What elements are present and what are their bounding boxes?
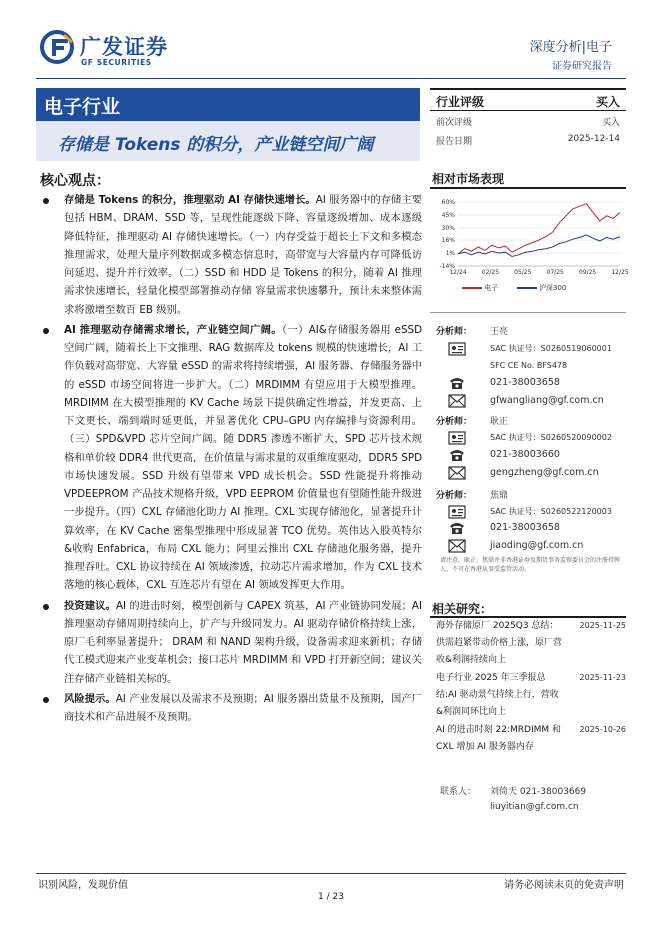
- bullet-dot-icon: [43, 198, 49, 204]
- report-dept: 证券研究报告: [552, 61, 612, 72]
- related-item-title: 电子行业 2025 年三季报总结:AI 驱动景气持续上行，营收&利润同环比向上: [436, 673, 559, 717]
- bullet-lead: 风险提示。: [64, 692, 116, 705]
- rating-box: [430, 88, 626, 156]
- analyst-name: 耿正: [490, 417, 509, 427]
- bullet-lead: 投资建议。: [64, 599, 116, 612]
- analyst-sfc: SFC CE No. BFS478: [490, 361, 568, 370]
- analyst-phone: 021-38003658: [490, 522, 560, 533]
- id-card-icon: [448, 431, 466, 445]
- rating-label: 行业评级: [436, 95, 485, 109]
- bullet-text: AI 服务器中的存储主要包括 HBM、DRAM、SSD 等，呈现性能逐级下降、容量逐级增加、成本逐级降低特征，推理驱动 AI 存储快速增长。（一）内存受益于超长上下文和多模态推理需求，处理大量序列数据或多模态信息时，高带宽与大容量内存可降低访问延迟、提升并行效率。（二）SSD 和 HDD 是 Tokens 的积分，随着 AI 推理需求快速增长，轻量化模型部署推动存储 容量需求快速攀升，预计未来整体需求将激增至数百 EB 级别。: [64, 194, 422, 316]
- footer-slogan: 识别风险，发现价值: [38, 880, 128, 891]
- y-tick-label: 30%: [441, 224, 455, 232]
- report-date-value: 2025-12-14: [567, 134, 620, 144]
- id-card-icon: [448, 505, 466, 519]
- footer-divider: [36, 873, 626, 874]
- analyst-email[interactable]: gengzheng@gf.com.cn: [490, 467, 599, 478]
- logo-text-cn: 广发证券: [80, 35, 168, 59]
- x-tick-label: 12/24: [449, 269, 467, 276]
- core-views-list: [40, 191, 422, 728]
- phone-icon: [448, 521, 466, 535]
- related-research-title: 相关研究：: [432, 602, 493, 616]
- rating-row: [430, 88, 626, 111]
- analyst-sac: SAC 执证号：S0260520090002: [490, 433, 612, 442]
- analyst-label: 分析师：: [436, 417, 473, 427]
- y-tick-label: 45%: [441, 211, 455, 219]
- x-tick-label: 12/25: [611, 269, 629, 276]
- y-tick-label: -14%: [439, 263, 455, 270]
- industry-banner: [36, 88, 420, 121]
- bullet-text: AI 产业发展以及需求不及预期；AI 服务器出货量不及预期，国产厂商技术和产品进展不及预期。: [64, 692, 422, 723]
- x-tick-label: 07/25: [546, 269, 564, 276]
- gf-logo-icon: [40, 30, 74, 64]
- core-bullet: [40, 690, 422, 727]
- analyst-label: 分析师：: [436, 491, 473, 501]
- analyst-phone: 021-38003660: [490, 449, 560, 460]
- y-tick-label: 16%: [441, 237, 455, 245]
- prev-rating-row: [430, 112, 626, 131]
- related-item-date: 2025-11-25: [579, 621, 626, 630]
- bullet-lead: 存储是 Tokens 的积分，推理驱动 AI 存储快速增长。: [64, 194, 316, 206]
- related-list: [436, 618, 626, 762]
- x-tick-label: 05/25: [514, 269, 532, 276]
- legend-label-electronics: 电子: [484, 284, 499, 292]
- related-item-date: 2025-11-23: [579, 673, 626, 682]
- prev-rating-label: 前次评级: [436, 118, 473, 128]
- email-icon: [448, 539, 466, 553]
- industry-title: 电子行业: [44, 96, 121, 118]
- bullet-dot-icon: [43, 697, 49, 703]
- related-item-title: 海外存储原厂 2025Q3 总结：供需趋紧带动价格上涨，原厂营收&利润持续向上: [436, 621, 563, 665]
- related-item-title: AI 的进击时刻 22:MRDIMM 和 CXL 增加 AI 服务器内存: [436, 725, 562, 752]
- core-bullet: [40, 191, 422, 319]
- analyst-sac: SAC 执证号：S0260522120003: [490, 507, 612, 516]
- x-tick-label: 09/25: [578, 269, 597, 276]
- phone-icon: [448, 376, 466, 390]
- bullet-lead: AI 推理驱动存储需求增长，产业链空间广阔。: [64, 323, 282, 336]
- company-logo: [40, 30, 180, 70]
- report-date-row: [430, 131, 626, 150]
- analyst-phone: 021-38003658: [490, 377, 560, 388]
- bullet-text: AI 的进击时刻，模型创新与 CAPEX 筑基，AI 产业链协同发展；AI 推理驱动存储周期持续向上，扩产与升级同发力。AI 驱动存储价格持续上涨，原厂毛利率显著提升； DRAM 和 NAND 架构升级，设备需求迎来新机；存储代工模式迎来产业变革机会；接口芯片 MRDIMM 和 VPD 打开新空间；建议关注存储产业链相关标的。: [64, 599, 423, 685]
- related-item[interactable]: [436, 722, 626, 762]
- id-card-icon: [448, 342, 466, 356]
- rating-value: 买入: [595, 95, 620, 109]
- x-tick-label: 02/25: [481, 269, 500, 276]
- bullet-dot-icon: [43, 328, 49, 334]
- related-item-date: 2025-10-26: [579, 725, 626, 734]
- report-title: 存储是 Tokens 的积分，产业链空间广阔: [58, 135, 374, 155]
- legend-label-csi300: 沪深300: [538, 284, 567, 292]
- analyst-name: 焦鼎: [490, 491, 509, 501]
- page-number: 1 / 23: [318, 892, 344, 902]
- bullet-text: （一）AI&存储服务器用 eSSD 空间广阔，随着长上下文推理、RAG 数据库及 tokens 规模的快速增长，AI 工作负载对高带宽、大容量 eSSD 的需求将持续增强，AI 服务器、存储服务器中的 eSSD 市场空间将进一步扩大。（二）MRDIMM 有望应用于大模型推理。MRDIMM 在大模型推理的 KV Cache 场景下提供确定性增益，并发更高、上下文更长、端到端时延更低，并显著优化 CPU–GPU 内存编排与资源利用。（三）SPD&VPD 芯片空间广阔。随 DDR5 渗透不断扩大，SPD 芯片技术规格和单价较 DDR4 世代更高，在价值量与需求量的双重维度驱动，DDR5 SPD 市场快速发展。SSD 升级有望带来 VPD 成长机会。SSD 性能提升将推动 VPDEEPROM 产品技术规格升级，VPD EEPROM 价值量也有望随性能升级进一步提升。（四）CXL 存储池化助力 AI 推理。CXL 实现存储池化，显著提升计算效率，在 KV Cache 密集型推理中形成显著 TCO 优势。英伟达入股英特尔&收购 Enfabrica，布局 CXL 能力；阿里云推出 CXL 存储池化服务器，提升推理吞吐。CXL 协议持续在 AI 领域渗透，拉动芯片需求增加，作为 CXL 技术落地的核心载体，CXL 互连芯片有望在 AI 领域发挥更大作用。: [64, 323, 422, 592]
- legend-swatch-csi300: [517, 287, 537, 289]
- core-bullet: [40, 321, 422, 595]
- analyst-label: 分析师：: [436, 327, 473, 337]
- email-icon: [448, 394, 466, 408]
- contact-name-phone: 刘倚天 021-38003669: [490, 787, 587, 797]
- analyst-sac: SAC 执证号：S0260519060001: [490, 344, 612, 353]
- analyst-disclaimer: 请注意，耿正、焦鼎并非香港证券及期货事务监察委员会的注册持牌人，不可在香港从事受监管活动。: [440, 557, 621, 573]
- core-views-title: 核心观点：: [40, 173, 110, 189]
- relative-performance-chart: [430, 196, 629, 296]
- phone-icon: [448, 448, 466, 462]
- report-title-banner: [36, 121, 420, 161]
- legend-swatch-electronics: [462, 287, 482, 289]
- logo-text-en: GF SECURITIES: [81, 58, 152, 67]
- contact-email[interactable]: liuyitian@gf.com.cn: [490, 802, 579, 812]
- report-date-label: 报告日期: [436, 137, 473, 147]
- report-type: 深度分析|电子: [529, 40, 612, 55]
- bullet-dot-icon: [43, 604, 49, 610]
- core-bullet: [40, 597, 422, 688]
- y-tick-label: 1%: [445, 250, 455, 258]
- series-line-electronics: [458, 204, 620, 254]
- analyst-name: 王亮: [490, 327, 509, 337]
- analyst-divider: [430, 312, 626, 313]
- contact-label: 联系人：: [440, 787, 477, 797]
- y-tick-label: 60%: [441, 199, 455, 206]
- email-icon: [448, 466, 466, 480]
- market-title-divider: [430, 187, 626, 189]
- chart-legend: [462, 283, 622, 295]
- prev-rating-value: 买入: [601, 118, 620, 128]
- market-title: 相对市场表现: [432, 172, 505, 186]
- footer-disclaimer-note: 请务必阅读末页的免责声明: [504, 880, 624, 891]
- related-item[interactable]: [436, 670, 626, 722]
- analyst-email[interactable]: gfwangliang@gf.com.cn: [490, 395, 604, 406]
- header-divider: [36, 78, 626, 79]
- analyst-email[interactable]: jiaoding@gf.com.cn: [490, 540, 584, 551]
- related-item[interactable]: [436, 618, 626, 670]
